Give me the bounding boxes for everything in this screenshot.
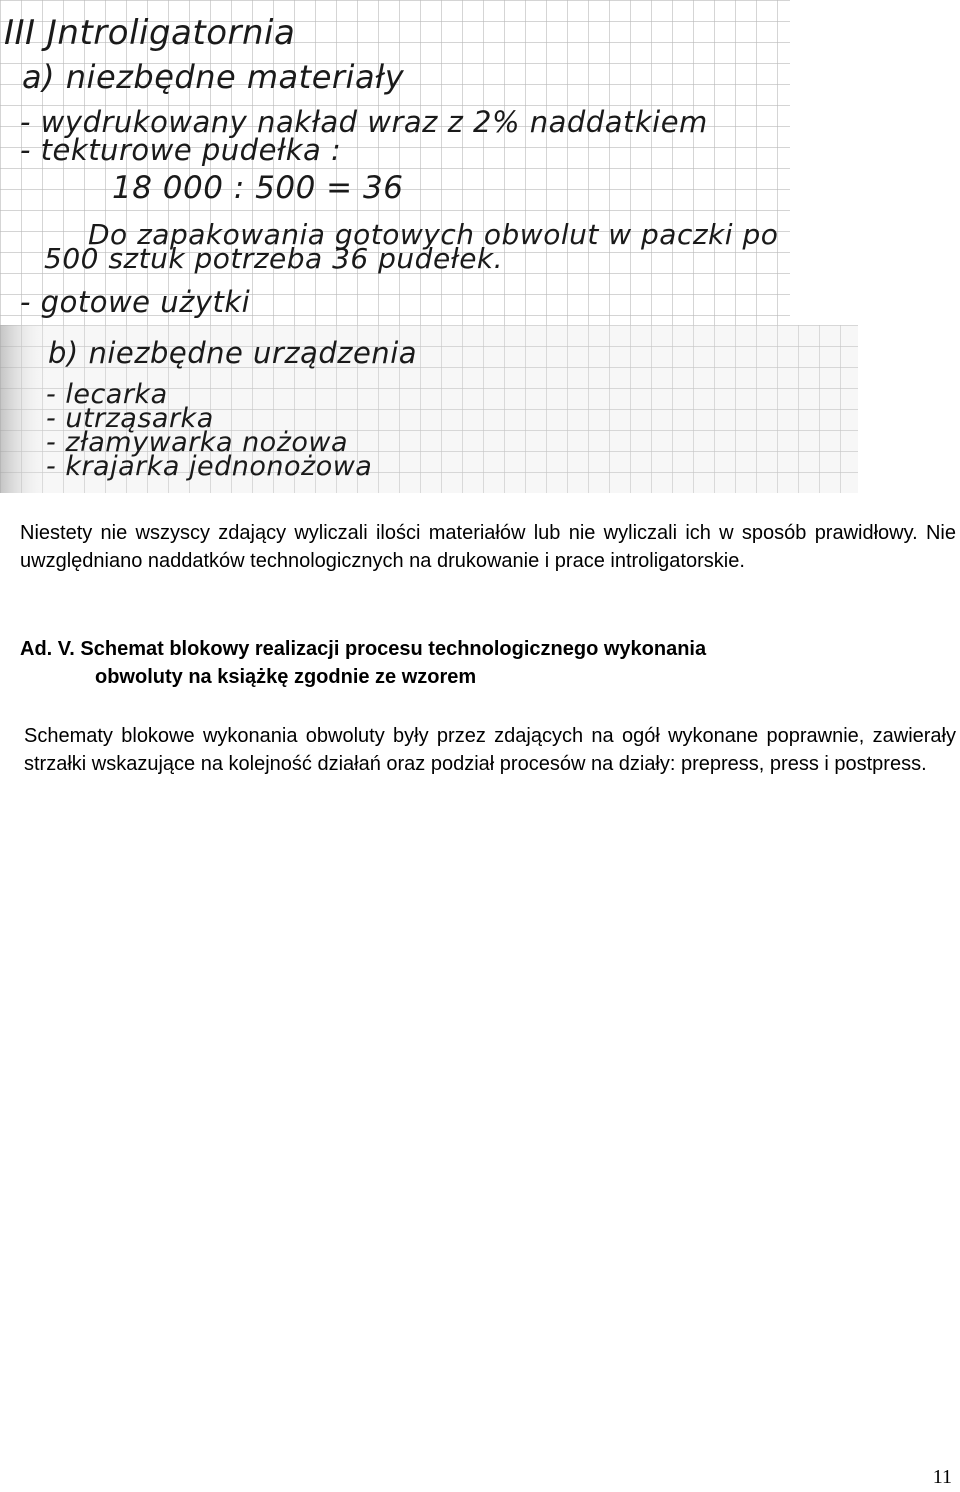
hw-line: Do zapakowania gotowych obwolut w paczki po <box>88 218 779 251</box>
page-number: 11 <box>932 1466 952 1488</box>
hw-line: 500 sztuk potrzeba 36 pudełek. <box>44 242 504 275</box>
section-heading-line1: Ad. V. Schemat blokowy realizacji procesu technologicznego wykonania <box>20 638 707 660</box>
handwritten-scan-bottom <box>0 325 858 493</box>
hw-line: - gotowe użytki <box>20 285 251 319</box>
hw-line: - złamywarka nożowa <box>46 427 349 458</box>
hw-line: - krajarka jednonożowa <box>46 451 373 482</box>
section-heading <box>20 635 956 691</box>
hw-line: b) niezbędne urządzenia <box>48 336 418 370</box>
paragraph-materials: Niestety nie wszyscy zdający wyliczali ilości materiałów lub nie wyliczali ich w sposób prawidłowy. Nie uwzględniano naddatków technologicznych na drukowanie i prace introligatorskie. <box>20 522 956 572</box>
section-heading-line2: obwoluty na książkę zgodnie ze wzorem <box>95 666 477 688</box>
hw-line: a) niezbędne materiały <box>22 58 405 96</box>
hw-line: - tekturowe pudełka : <box>20 133 342 167</box>
hw-line: III Jntroligatornia <box>4 13 296 53</box>
hw-line: - lecarka <box>46 379 168 410</box>
hw-line: 18 000 : 500 = 36 <box>112 170 404 206</box>
hw-line: - wydrukowany nakład wraz z 2% naddatkiem <box>20 105 708 139</box>
hw-line: - utrząsarka <box>46 403 214 434</box>
handwritten-scan-top <box>0 0 790 325</box>
paragraph-block-diagrams: Schematy blokowe wykonania obwoluty były przez zdających na ogół wykonane poprawnie, zawierały strzałki wskazujące na kolejność działań oraz podział procesów na działy: prepress, press i postpress. <box>24 725 956 775</box>
